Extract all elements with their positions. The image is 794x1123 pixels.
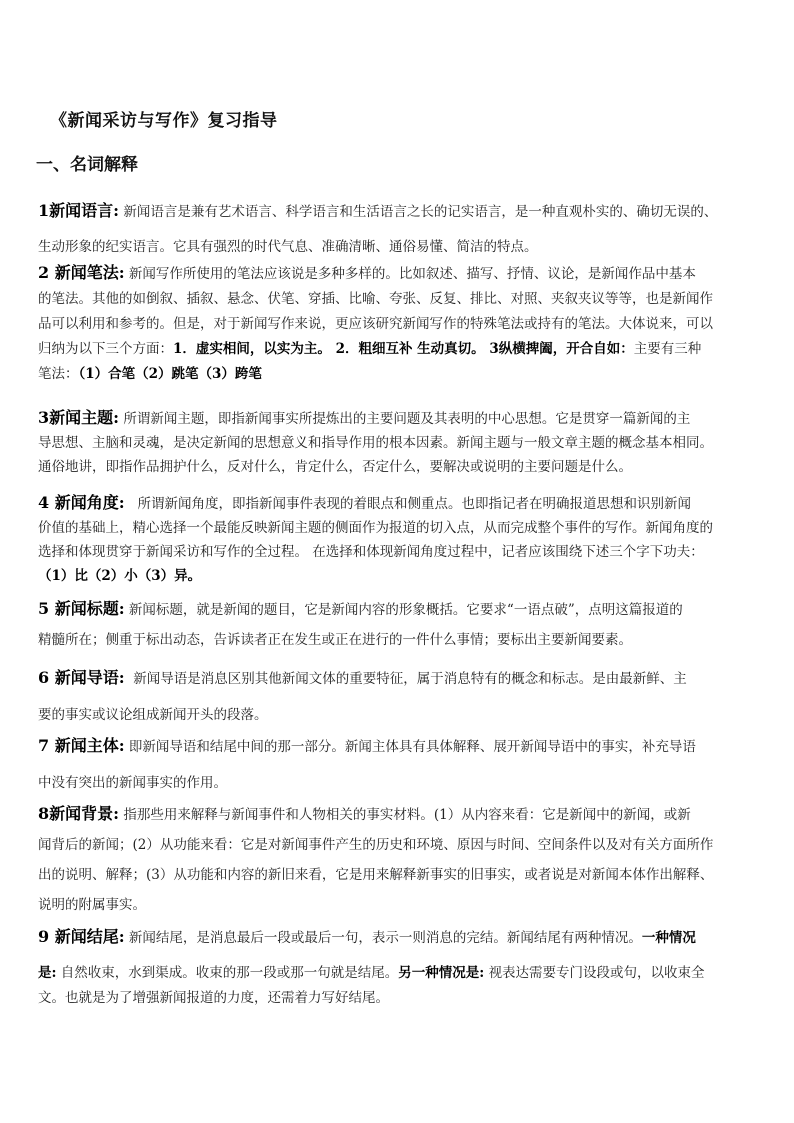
entry-line: 生动形象的纪实语言。它具有强烈的时代气息、准确清晰、通俗易懂、简洁的特点。 xyxy=(38,239,538,255)
entry-line xyxy=(38,337,750,362)
entry-text: 即新闻导语和结尾中间的那一部分。新闻主体具有具体解释、展开新闻导语中的事实，补充导语 xyxy=(128,739,696,755)
entry-term: 1新闻语言: xyxy=(38,201,120,220)
entry-text: 视表达需要专门设段或句，以收束全 xyxy=(488,965,705,981)
entry-bold-text: （1）合笔（2）跳笔（3）跨笔 xyxy=(78,366,262,382)
entry-text: 所谓新闻主题，即指新闻事实所提炼出的主要问题及其表明的中心思想。它是贯穿一篇新闻的主 xyxy=(123,411,691,427)
entry-line: 品可以利用和参考的。但是，对于新闻写作来说，更应该研究新闻写作的特殊笔法或持有的笔法。大体说来，可以 xyxy=(38,316,713,332)
entry-line xyxy=(38,660,750,697)
entry-news-angle xyxy=(38,491,750,588)
entry-term: 6 新闻导语: xyxy=(38,668,125,687)
entry-line xyxy=(38,799,750,830)
entry-term: 3新闻主题: xyxy=(38,408,120,427)
entry-line: 出的说明、解释；(3）从功能和内容的新旧来看，它是用来解释新事实的旧事实，或者说是对新闻本体作出解释、 xyxy=(38,867,714,883)
entry-text: 新闻写作所使用的笔法应该说是多种多样的。比如叙述、描写、抒情、议论，是新闻作品中基本 xyxy=(128,266,696,282)
entry-term: 9 新闻结尾: xyxy=(38,927,125,946)
entry-text: 指那些用来解释与新闻事件和人物相关的事实材料。(1）从内容来看：它是新闻中的新闻，或新 xyxy=(123,807,691,823)
entry-news-technique xyxy=(38,260,750,387)
entry-text: 新闻语言是兼有艺术语言、科学语言和生活语言之长的记实语言，是一种直观朴实的、确切无误的、 xyxy=(123,204,718,220)
entry-text: 新闻结尾，是消息最后一段或最后一句，表示一则消息的完结。新闻结尾有两种情况。 xyxy=(128,930,642,946)
entry-bold-text: 1．虚实相间，以实为主。 2．粗细互补 生动真切。 3纵横捭阖，开合自如： xyxy=(173,341,634,357)
entry-news-language xyxy=(38,193,750,265)
entry-news-ending xyxy=(38,919,750,1016)
entry-line: 选择和体现贯穿于新闻采访和写作的全过程。 在选择和体现新闻角度过程中，记者应该围绕下述三个字下功夫： xyxy=(38,544,704,560)
entry-news-headline xyxy=(38,594,750,655)
entry-line: （1）比（2）小（3）异。 xyxy=(38,568,202,584)
entry-line xyxy=(38,260,750,287)
entry-news-body xyxy=(38,728,750,801)
section-heading: 一、名词解释 xyxy=(36,155,138,175)
entry-term: 2 新闻笔法: xyxy=(38,263,125,282)
entry-text: 新闻标题，就是新闻的题目，它是新闻内容的形象概括。它要求“一语点破”，点明这篇报道的 xyxy=(128,602,683,618)
entry-line: 文。也就是为了增强新闻报道的力度，还需着力写好结尾。 xyxy=(38,990,389,1006)
entry-news-background xyxy=(38,799,750,920)
entry-line xyxy=(38,594,750,625)
entry-text: 主要有三种 xyxy=(633,341,702,357)
entry-term: 8新闻背景: xyxy=(38,804,120,823)
entry-line xyxy=(38,491,750,516)
entry-text: 新闻导语是消息区别其他新闻文体的重要特征，属于消息特有的概念和标志。是由最新鲜、主 xyxy=(133,671,687,687)
entry-line xyxy=(38,728,750,765)
entry-line: 中没有突出的新闻事实的作用。 xyxy=(38,775,227,791)
entry-news-lead xyxy=(38,660,750,733)
entry-line xyxy=(38,919,750,956)
entry-line: 精髓所在；侧重于标出动态，告诉读者正在发生或正在进行的一件什么事情；要标出主要新闻要素。 xyxy=(38,632,632,648)
entry-bold-text: 一种情况 xyxy=(641,930,696,946)
entry-news-theme xyxy=(38,406,750,479)
entry-line: 导思想、主脑和灵魂，是决定新闻的思想意义和指导作用的根本因素。新闻主题与一般文章主题的概念基本相同。 xyxy=(38,435,713,451)
document-title: 《新闻采访与写作》复习指导 xyxy=(50,111,278,131)
entry-line: 价值的基础上，精心选择一个最能反映新闻主题的侧面作为报道的切入点，从而完成整个事件的写作。新闻角度的 xyxy=(38,520,713,536)
entry-line: 通俗地讲，即指作品拥护什么，反对什么，肯定什么，否定什么，要解决或说明的主要问题是什么。 xyxy=(38,459,632,475)
entry-text: 所谓新闻角度，即指新闻事件表现的着眼点和侧重点。也即指记者在明确报道思想和识别新闻 xyxy=(137,496,691,512)
entry-line xyxy=(38,406,750,431)
entry-line: 的笔法。其他的如倒叙、插叙、悬念、伏笔、穿插、比喻、夸张、反复、排比、对照、夹叙夹议等等，也是新闻作 xyxy=(38,291,713,307)
entry-line xyxy=(38,193,750,230)
entry-bold-text: 是: xyxy=(38,965,57,981)
entry-line: 要的事实或议论组成新闻开头的段落。 xyxy=(38,707,268,723)
entry-line: 说明的附属事实。 xyxy=(38,897,146,913)
entry-term: 4 新闻角度: xyxy=(38,493,125,512)
entry-term: 7 新闻主体: xyxy=(38,736,125,755)
entry-text: 笔法： xyxy=(38,366,79,382)
entry-line: 闻背后的新闻；(2）从功能来看：它是对新闻事件产生的历史和环境、原因与时间、空间条件以及对有关方面所作 xyxy=(38,837,714,853)
entry-text: 自然收束，水到渠成。收束的那一段或那一句就是结尾。 xyxy=(60,965,399,981)
entry-term: 5 新闻标题: xyxy=(38,599,125,618)
entry-line xyxy=(38,362,750,387)
entry-text: 归纳为以下三个方面： xyxy=(38,341,173,357)
entry-bold-text: 另一种情况是: xyxy=(398,965,485,981)
